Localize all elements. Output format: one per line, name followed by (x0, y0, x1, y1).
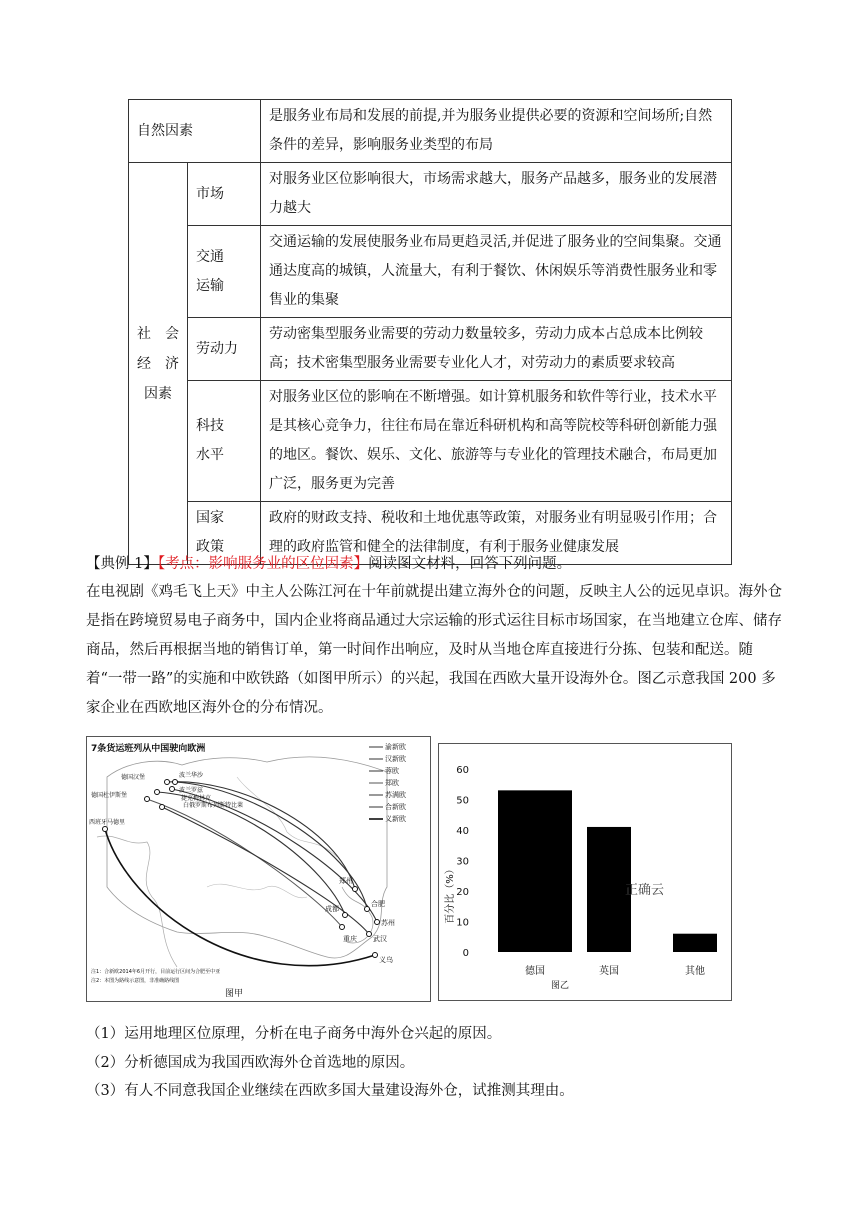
table-row (129, 318, 732, 381)
city-label: 苏州 (381, 919, 395, 927)
natural-factor-text: 是服务业布局和发展的前提,并为服务业提供必要的资源和空间场所;自然条件的差异，影响服务业类型的布局 (261, 100, 732, 163)
city-label: 德国汉堡 (121, 774, 146, 781)
map-title: 7条货运班列从中国驶向欧洲 (91, 744, 206, 754)
y-tick-label: 20 (456, 887, 469, 898)
y-tick-label: 0 (462, 948, 469, 959)
city-label: 重庆 (343, 935, 357, 943)
factors-table (128, 99, 732, 565)
rail-map-figure (86, 736, 431, 1002)
city-label: 白俄罗斯布列斯特比莱 (183, 802, 244, 809)
legend-entry: 义新欧 (385, 815, 406, 823)
social-label-line: 因素 (144, 385, 172, 402)
example-heading (86, 550, 786, 579)
table-row (129, 100, 732, 163)
watermark: 正确云 (625, 883, 665, 898)
example-suffix: 阅读图文材料，回答下列问题。 (368, 556, 572, 572)
y-tick-label: 50 (456, 795, 469, 807)
map-legend (369, 742, 406, 823)
bar-chart (439, 744, 731, 1000)
example-paragraph: 在电视剧《鸡毛飞上天》中主人公陈江河在十年前就提出建立海外仓的问题，反映主人公的远见卓识。海外仓是指在跨境贸易电子商务中，国内企业将商品通过大宗运输的形式运往目标市场国家，在当地建立仓库、储存商品，然后再根据当地的销售订单，第一时间作出响应，及时从当地仓库直接进行分拣、包装和配送。随着“一带一路”的实施和中欧铁路（如图甲所示）的兴起，我国在西欧大量开设海外仓。图乙示意我国 200 多家企业在西欧地区海外仓的分布情况。 (86, 584, 782, 716)
chart-caption: 图乙 (551, 981, 570, 991)
city-label: 波兰华沙 (179, 772, 204, 779)
label-line: 交通 (196, 248, 224, 265)
map-note: 注1：合新欧2014年6月开行，目前运行区间为合肥至中亚 (91, 969, 221, 975)
y-tick-label: 10 (456, 917, 469, 929)
row-text-market: 对服务业区位影响很大，市场需求越大，服务产品越多，服务业的发展潜力越大 (261, 163, 732, 226)
row-label-labor: 劳动力 (188, 318, 261, 381)
map-caption: 图甲 (225, 989, 244, 999)
bar (498, 790, 572, 952)
legend-entry: 蓉欧 (385, 767, 399, 775)
row-text-transport: 交通运输的发展使服务业布局更趋灵活,并促进了服务业的空间集聚。交通通达度高的城镇，人流量大，有利于餐饮、休闲娱乐等消费性服务业和零售业的集聚 (261, 226, 732, 318)
table-row (129, 381, 732, 502)
y-tick-label: 40 (456, 826, 469, 837)
label-line: 政策 (196, 539, 224, 555)
row-label-technology (188, 381, 261, 502)
city-label: 义乌 (379, 956, 393, 964)
label-line: 水平 (196, 447, 224, 463)
city-label: 郑州 (339, 877, 353, 885)
table-row (129, 163, 732, 226)
y-tick-label: 30 (456, 856, 469, 868)
social-label-line: 经 济 (137, 355, 179, 372)
example-prefix: 【典例 1】 (86, 556, 158, 572)
city-label: 捷克梅林克 (181, 795, 212, 802)
legend-entry: 渝新欧 (385, 743, 406, 751)
legend-entry: 汉新欧 (385, 755, 406, 763)
row-label-market: 市场 (188, 163, 261, 226)
question-2: （2）分析德国成为我国西欧海外仓首选地的原因。 (86, 1055, 415, 1071)
x-tick-label: 英国 (599, 966, 619, 977)
natural-factor-label: 自然因素 (129, 100, 261, 163)
city-label: 武汉 (373, 935, 387, 943)
city-label: 西班牙马德里 (89, 819, 126, 826)
question-1: （1）运用地理区位原理，分析在电子商务中海外仓兴起的原因。 (86, 1026, 502, 1042)
row-text-policy: 政府的财政支持、税收和土地优惠等政策，对服务业有明显吸引作用；合理的政府监管和健全的法律制度，有利于服务业健康发展 (261, 502, 732, 565)
row-label-transport (188, 226, 261, 318)
social-factor-label (129, 163, 188, 565)
rail-map (87, 737, 430, 1001)
label-line: 科技 (196, 418, 224, 434)
social-label-line: 社 会 (137, 325, 179, 342)
question-3: （3）有人不同意我国企业继续在西欧多国大量建设海外仓，试推测其理由。 (86, 1083, 574, 1099)
row-text-technology: 对服务业区位的影响在不断增强。如计算机服务和软件等行业，技术水平是其核心竞争力，往往布局在靠近科研机构和高等院校等科研创新能力强的地区。餐饮、娱乐、文化、旅游等与专业化的管理技术融合，布局更加广泛，服务更为完善 (261, 381, 732, 502)
legend-entry: 郑欧 (385, 779, 399, 787)
y-tick-label: 60 (456, 765, 469, 776)
map-note: 注2：本图为路线示意图，非准确路线图 (91, 978, 180, 984)
example-tag: 【考点：影响服务业的区位因素】 (157, 556, 369, 572)
table-row (129, 226, 732, 318)
legend-entry: 合新欧 (385, 803, 406, 811)
y-axis-label: 百分比（%） (445, 864, 456, 924)
legend-entry: 苏满欧 (385, 791, 406, 799)
city-label: 波兰罗兹 (179, 787, 204, 794)
bar-chart-figure (438, 743, 732, 1001)
label-line: 国家 (196, 510, 224, 526)
city-label: 德国杜伊斯堡 (91, 792, 128, 799)
city-label: 成都 (325, 905, 339, 913)
city-label: 合肥 (371, 900, 385, 908)
x-tick-label: 其他 (685, 966, 705, 977)
row-text-labor: 劳动密集型服务业需要的劳动力数量较多，劳动力成本占总成本比例较高；技术密集型服务业需要专业化人才，对劳动力的素质要求较高 (261, 318, 732, 381)
bar (673, 934, 717, 952)
label-line: 运输 (196, 277, 224, 294)
x-tick-label: 德国 (525, 966, 545, 977)
